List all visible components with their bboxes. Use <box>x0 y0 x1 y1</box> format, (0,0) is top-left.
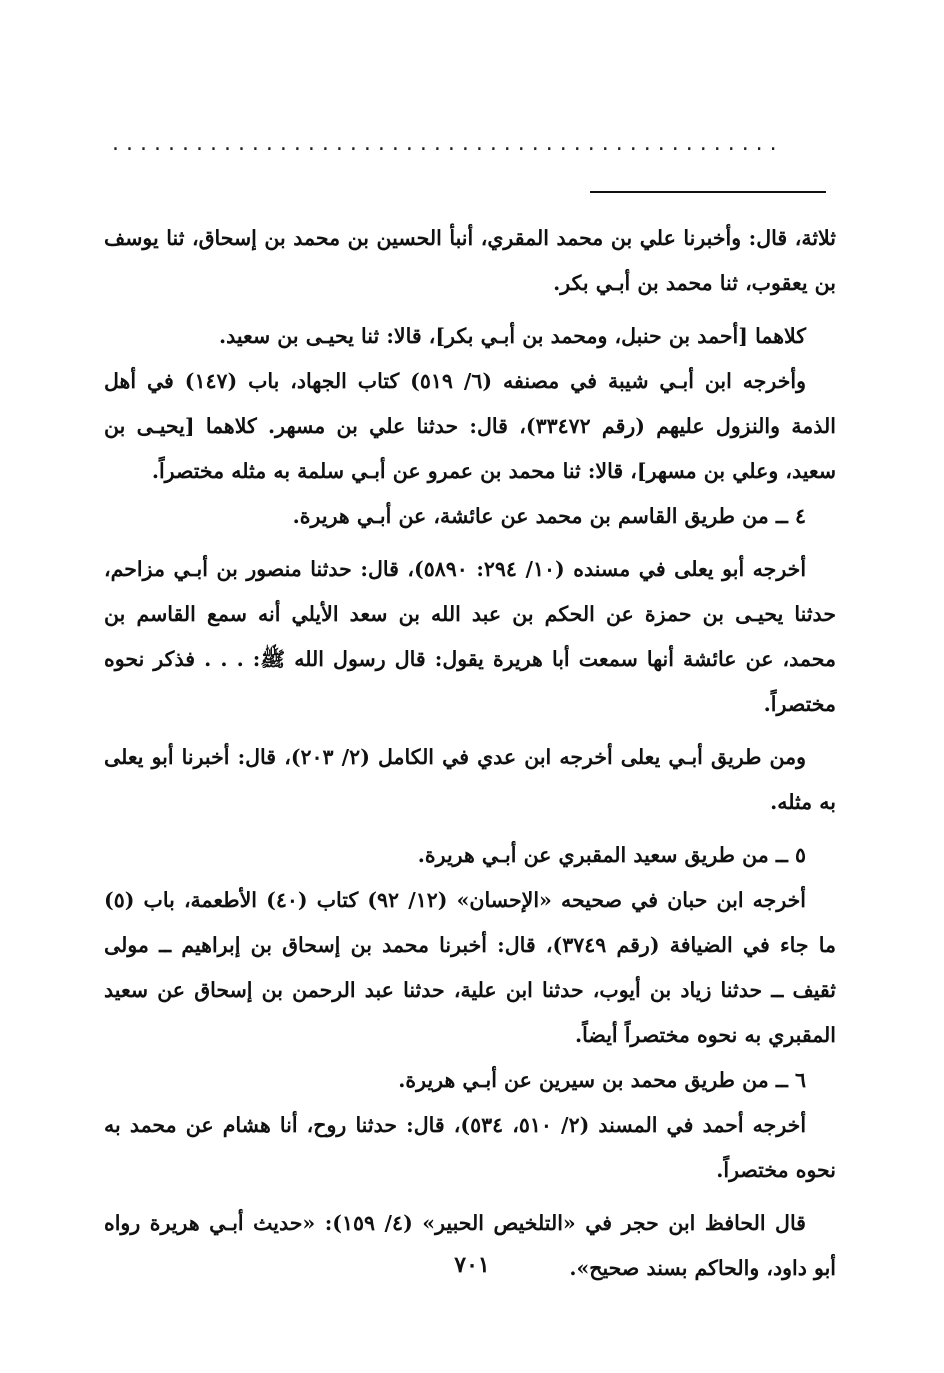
page-body <box>104 216 836 1291</box>
paragraph-ahmad: أخرجه أحمد في المسند (٢/ ٥١٠، ٥٣٤)، قال: حدثنا روح، أنا هشام عن محمد به نحوه مختصراً. <box>104 1113 836 1182</box>
paragraph-continuation: ثلاثة، قال: وأخبرنا علي بن محمد المقري، أنبأ الحسين بن محمد بن إسحاق، ثنا يوسف بن يعقوب، ثنا محمد بن أبـي بكر. <box>104 226 836 295</box>
paragraph-ibn-hibban: أخرجه ابن حبان في صحيحه «الإحسان» (١٢/ ٩٢) كتاب (٤٠) الأطعمة، باب (٥) ما جاء في الضيافة (رقم ٣٧٤٩)، قال: أخبرنا محمد بن إسحاق بن إبراهيم ــ مولى ثقيف ــ حدثنا زياد بن أيوب، حدثنا ابن علية، حدثنا عبد الرحمن بن إسحاق عن سعيد المقبري به نحوه مختصراً أيضاً. <box>104 888 836 1047</box>
header-dotted-line: ................................................ <box>112 132 784 156</box>
section-heading-4: ٤ ــ من طريق القاسم بن محمد عن عائشة، عن أبـي هريرة. <box>292 504 806 528</box>
section-heading-6: ٦ ــ من طريق محمد بن سيرين عن أبـي هريرة. <box>398 1068 806 1092</box>
page-number: ٧٠١ <box>454 1252 490 1278</box>
paragraph-ibn-adi: ومن طريق أبـي يعلى أخرجه ابن عدي في الكامل (٢/ ٢٠٣)، قال: أخبرنا أبو يعلى به مثله. <box>104 745 836 814</box>
paragraph-abu-yala: أخرجه أبو يعلى في مسنده (١٠/ ٢٩٤: ٥٨٩٠)، قال: حدثنا منصور بن أبـي مزاحم، حدثنا يحيـى بن حمزة عن الحكم بن عبد الله بن سعد الأيلي أنه سمع القاسم بن محمد، عن عائشة أنها سمعت أبا هريرة يقول: قال رسول الله ﷺ: . . . فذكر نحوه مختصراً. <box>104 557 836 716</box>
section-heading-5: ٥ ــ من طريق سعيد المقبري عن أبـي هريرة. <box>417 843 806 867</box>
paragraph-ibn-abi-shaybah: وأخرجه ابن أبـي شيبة في مصنفه (٦/ ٥١٩) كتاب الجهاد، باب (١٤٧) في أهل الذمة والنزول عليهم (رقم ٣٣٤٧٢)، قال: حدثنا علي بن مسهر. كلاهما [يحيـى بن سعيد، وعلي بن مسهر]، قالا: ثنا محمد بن عمرو عن أبـي سلمة به مثله مختصراً. <box>104 369 836 483</box>
footnote-separator-rule <box>590 191 826 193</box>
paragraph-ibn-hajar: قال الحافظ ابن حجر في «التلخيص الحبير» (٤/ ١٥٩): «حديث أبـي هريرة رواه أبو داود، والحاكم بسند صحيح». <box>104 1211 836 1280</box>
paragraph-both-of-them: كلاهما [أحمد بن حنبل، ومحمد بن أبـي بكر]، قالا: ثنا يحيـى بن سعيد. <box>218 324 806 348</box>
